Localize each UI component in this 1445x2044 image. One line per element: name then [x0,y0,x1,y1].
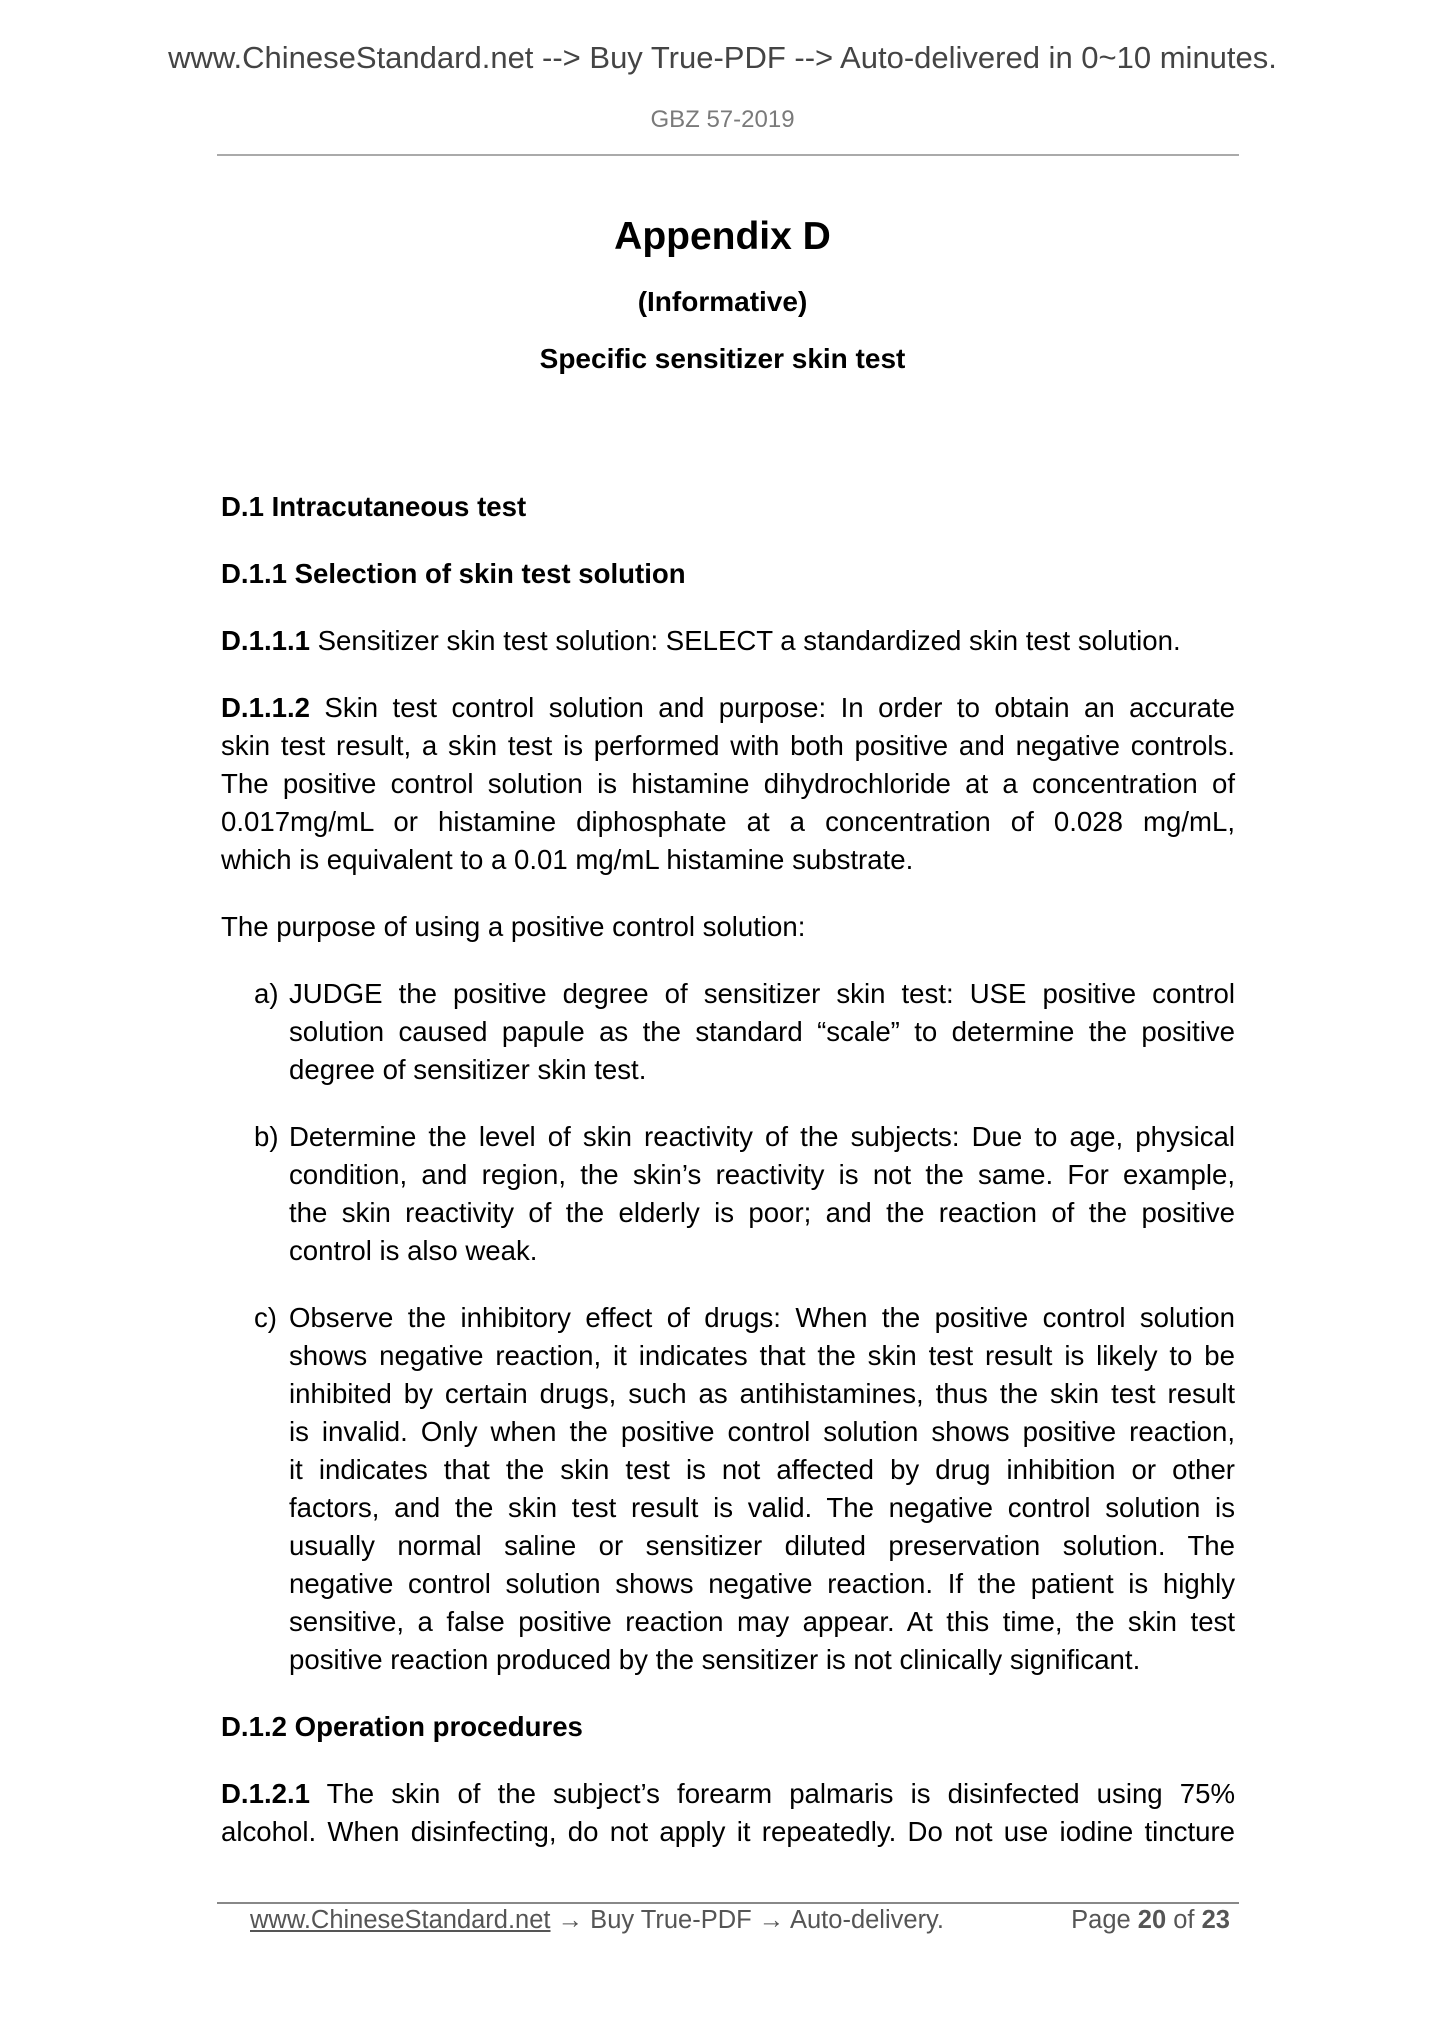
item-line: sensitive, a false positive reaction may appear. At this time, the skin test [289,1606,1235,1637]
list-item-b [221,1118,1235,1270]
of-label: of [1173,1906,1195,1934]
clause-d111 [221,622,1235,660]
document-body [221,488,1235,1880]
list-item-a [221,975,1235,1089]
page-label: Page [1071,1906,1131,1934]
clause-line: which is equivalent to a 0.01 mg/mL histamine substrate. [221,844,914,875]
clause-number: D.1.1.2 [221,692,310,723]
list-marker: b) [254,1121,279,1152]
item-line: usually normal saline or sensitizer diluted preservation solution. The [289,1530,1235,1561]
heading-d1: D.1 Intracutaneous test [221,491,527,522]
item-line: positive reaction produced by the sensitizer is not clinically significant. [289,1644,1141,1675]
clause-d112 [221,689,1235,879]
clause-d121 [221,1775,1235,1851]
clause-line: The skin of the subject’s forearm palmaris is disinfected using 75% [326,1778,1235,1809]
heading-d11: D.1.1 Selection of skin test solution [221,558,686,589]
appendix-subtitle: Specific sensitizer skin test [539,343,906,374]
list-marker: a) [254,978,279,1009]
list-item-c [221,1299,1235,1679]
footer-divider [217,1902,1239,1904]
item-line: factors, and the skin test result is valid. The negative control solution is [289,1492,1235,1523]
page-number: 20 [1137,1906,1167,1934]
item-line: JUDGE the positive degree of sensitizer skin test: USE positive control [289,978,1235,1009]
heading-d12: D.1.2 Operation procedures [221,1711,583,1742]
item-line: the skin reactivity of the elderly is poor; and the reaction of the positive [289,1197,1235,1228]
item-line: shows negative reaction, it indicates that the skin test result is likely to be [289,1340,1235,1371]
footer [250,1906,1230,1935]
appendix-title: Appendix D [614,215,831,258]
page-total: 23 [1201,1906,1230,1934]
item-line: Observe the inhibitory effect of drugs: When the positive control solution [289,1302,1235,1333]
list-marker: c) [254,1302,277,1333]
header-banner: www.ChineseStandard.net --> Buy True-PDF --> Auto-delivered in 0~10 minutes. [168,40,1277,75]
item-line: Determine the level of skin reactivity of the subjects: Due to age, physical [289,1121,1235,1152]
clause-line: The positive control solution is histamine dihydrochloride at a concentration of [221,768,1235,799]
item-line: is invalid. Only when the positive control solution shows positive reaction, [289,1416,1235,1447]
item-line: degree of sensitizer skin test. [289,1054,647,1085]
item-line: condition, and region, the skin’s reactivity is not the same. For example, [289,1159,1235,1190]
clause-text: Sensitizer skin test solution: SELECT a standardized skin test solution. [317,625,1181,656]
item-line: it indicates that the skin test is not affected by drug inhibition or other [289,1454,1235,1485]
purpose-text: The purpose of using a positive control solution: [221,911,806,942]
header-divider [217,154,1239,156]
clause-number: D.1.2.1 [221,1778,310,1809]
item-line: negative control solution shows negative reaction. If the patient is highly [289,1568,1235,1599]
standard-number: GBZ 57-2019 [650,106,795,133]
appendix-type: (Informative) [637,286,808,317]
page-indicator [1071,1906,1230,1935]
clause-line: 0.017mg/mL or histamine diphosphate at a concentration of 0.028 mg/mL, [221,806,1235,837]
clause-line: Skin test control solution and purpose: In order to obtain an accurate [324,692,1235,723]
clause-number: D.1.1.1 [221,625,310,656]
clause-line: skin test result, a skin test is performed with both positive and negative controls. [221,730,1235,761]
footer-text: → Buy True-PDF → Auto-delivery. [550,1906,944,1934]
footer-link[interactable]: www.ChineseStandard.net [250,1906,551,1934]
item-line: control is also weak. [289,1235,538,1266]
item-line: inhibited by certain drugs, such as antihistamines, thus the skin test result [289,1378,1235,1409]
clause-line: alcohol. When disinfecting, do not apply it repeatedly. Do not use iodine tincture [221,1816,1235,1847]
item-line: solution caused papule as the standard “scale” to determine the positive [289,1016,1235,1047]
